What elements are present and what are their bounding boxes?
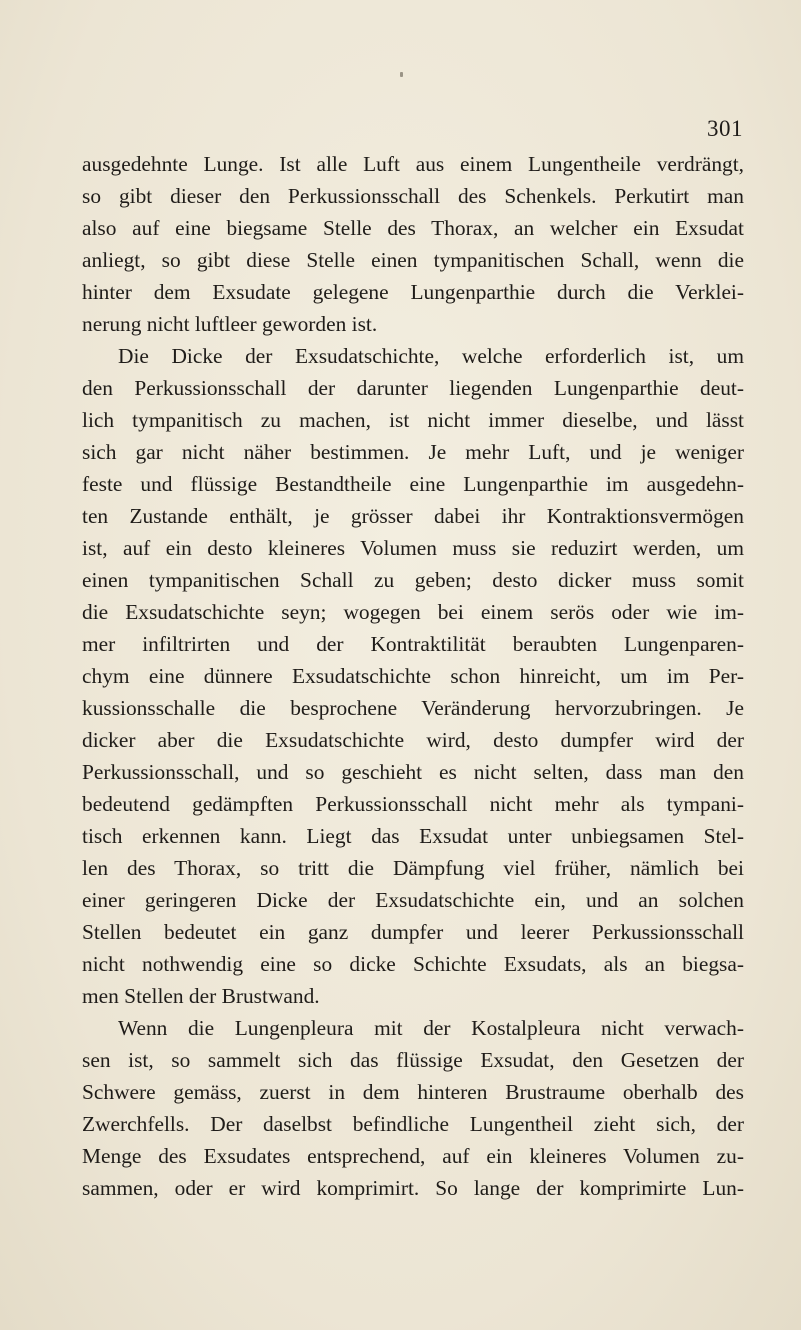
text-line: einer geringeren Dicke der Exsudatschichte ein, und an solchen xyxy=(82,888,744,912)
text-line: nicht nothwendig eine so dicke Schichte Exsudats, als an biegsa- xyxy=(82,952,744,976)
text-line: kussionsschalle die besprochene Veränderung hervorzubringen. Je xyxy=(82,696,744,720)
text-line: ist, auf ein desto kleineres Volumen muss sie reduzirt werden, um xyxy=(82,536,744,560)
text-line: Stellen bedeutet ein ganz dumpfer und leerer Perkussionsschall xyxy=(82,920,744,944)
text-line: Die Dicke der Exsudatschichte, welche erforderlich ist, um xyxy=(118,344,744,368)
text-line: Menge des Exsudates entsprechend, auf ein kleineres Volumen zu- xyxy=(82,1144,744,1168)
text-line: men Stellen der Brustwand. xyxy=(82,984,320,1008)
text-line: dicker aber die Exsudatschichte wird, desto dumpfer wird der xyxy=(82,728,744,752)
text-line: Schwere gemäss, zuerst in dem hinteren Brustraume oberhalb des xyxy=(82,1080,744,1104)
text-line: Zwerchfells. Der daselbst befindliche Lungentheil zieht sich, der xyxy=(82,1112,744,1136)
text-line: einen tympanitischen Schall zu geben; desto dicker muss somit xyxy=(82,568,744,592)
text-line: anliegt, so gibt diese Stelle einen tympanitischen Schall, wenn die xyxy=(82,248,744,272)
text-line: Perkussionsschall, und so geschieht es nicht selten, dass man den xyxy=(82,760,744,784)
text-line: die Exsudatschichte seyn; wogegen bei einem serös oder wie im- xyxy=(82,600,744,624)
text-line: also auf eine biegsame Stelle des Thorax, an welcher ein Exsudat xyxy=(82,216,744,240)
body-text xyxy=(82,148,744,1204)
text-line: ausgedehnte Lunge. Ist alle Luft aus einem Lungentheile verdrängt, xyxy=(82,152,744,176)
paper-speck xyxy=(400,72,403,77)
text-line: den Perkussionsschall der darunter liegenden Lungenparthie deut- xyxy=(82,376,744,400)
text-line: chym eine dünnere Exsudatschichte schon hinreicht, um im Per- xyxy=(82,664,744,688)
text-line: len des Thorax, so tritt die Dämpfung viel früher, nämlich bei xyxy=(82,856,744,880)
text-line: sammen, oder er wird komprimirt. So lange der komprimirte Lun- xyxy=(82,1176,744,1200)
text-line: nerung nicht luftleer geworden ist. xyxy=(82,312,378,336)
text-line: hinter dem Exsudate gelegene Lungenparthie durch die Verklei- xyxy=(82,280,744,304)
text-line: tisch erkennen kann. Liegt das Exsudat unter unbiegsamen Stel- xyxy=(82,824,744,848)
text-line: ten Zustande enthält, je grösser dabei ihr Kontraktionsvermögen xyxy=(82,504,744,528)
text-line: mer infiltrirten und der Kontraktilität beraubten Lungenparen- xyxy=(82,632,744,656)
text-line: sich gar nicht näher bestimmen. Je mehr Luft, und je weniger xyxy=(82,440,744,464)
text-line: sen ist, so sammelt sich das flüssige Exsudat, den Gesetzen der xyxy=(82,1048,744,1072)
text-line: bedeutend gedämpften Perkussionsschall nicht mehr als tympani- xyxy=(82,792,744,816)
text-line: feste und flüssige Bestandtheile eine Lungenparthie im ausgedehn- xyxy=(82,472,744,496)
text-line: Wenn die Lungenpleura mit der Kostalpleura nicht verwach- xyxy=(118,1016,744,1040)
page-number: 301 xyxy=(707,116,743,141)
text-line: so gibt dieser den Perkussionsschall des Schenkels. Perkutirt man xyxy=(82,184,744,208)
text-line: lich tympanitisch zu machen, ist nicht immer dieselbe, und lässt xyxy=(82,408,744,432)
